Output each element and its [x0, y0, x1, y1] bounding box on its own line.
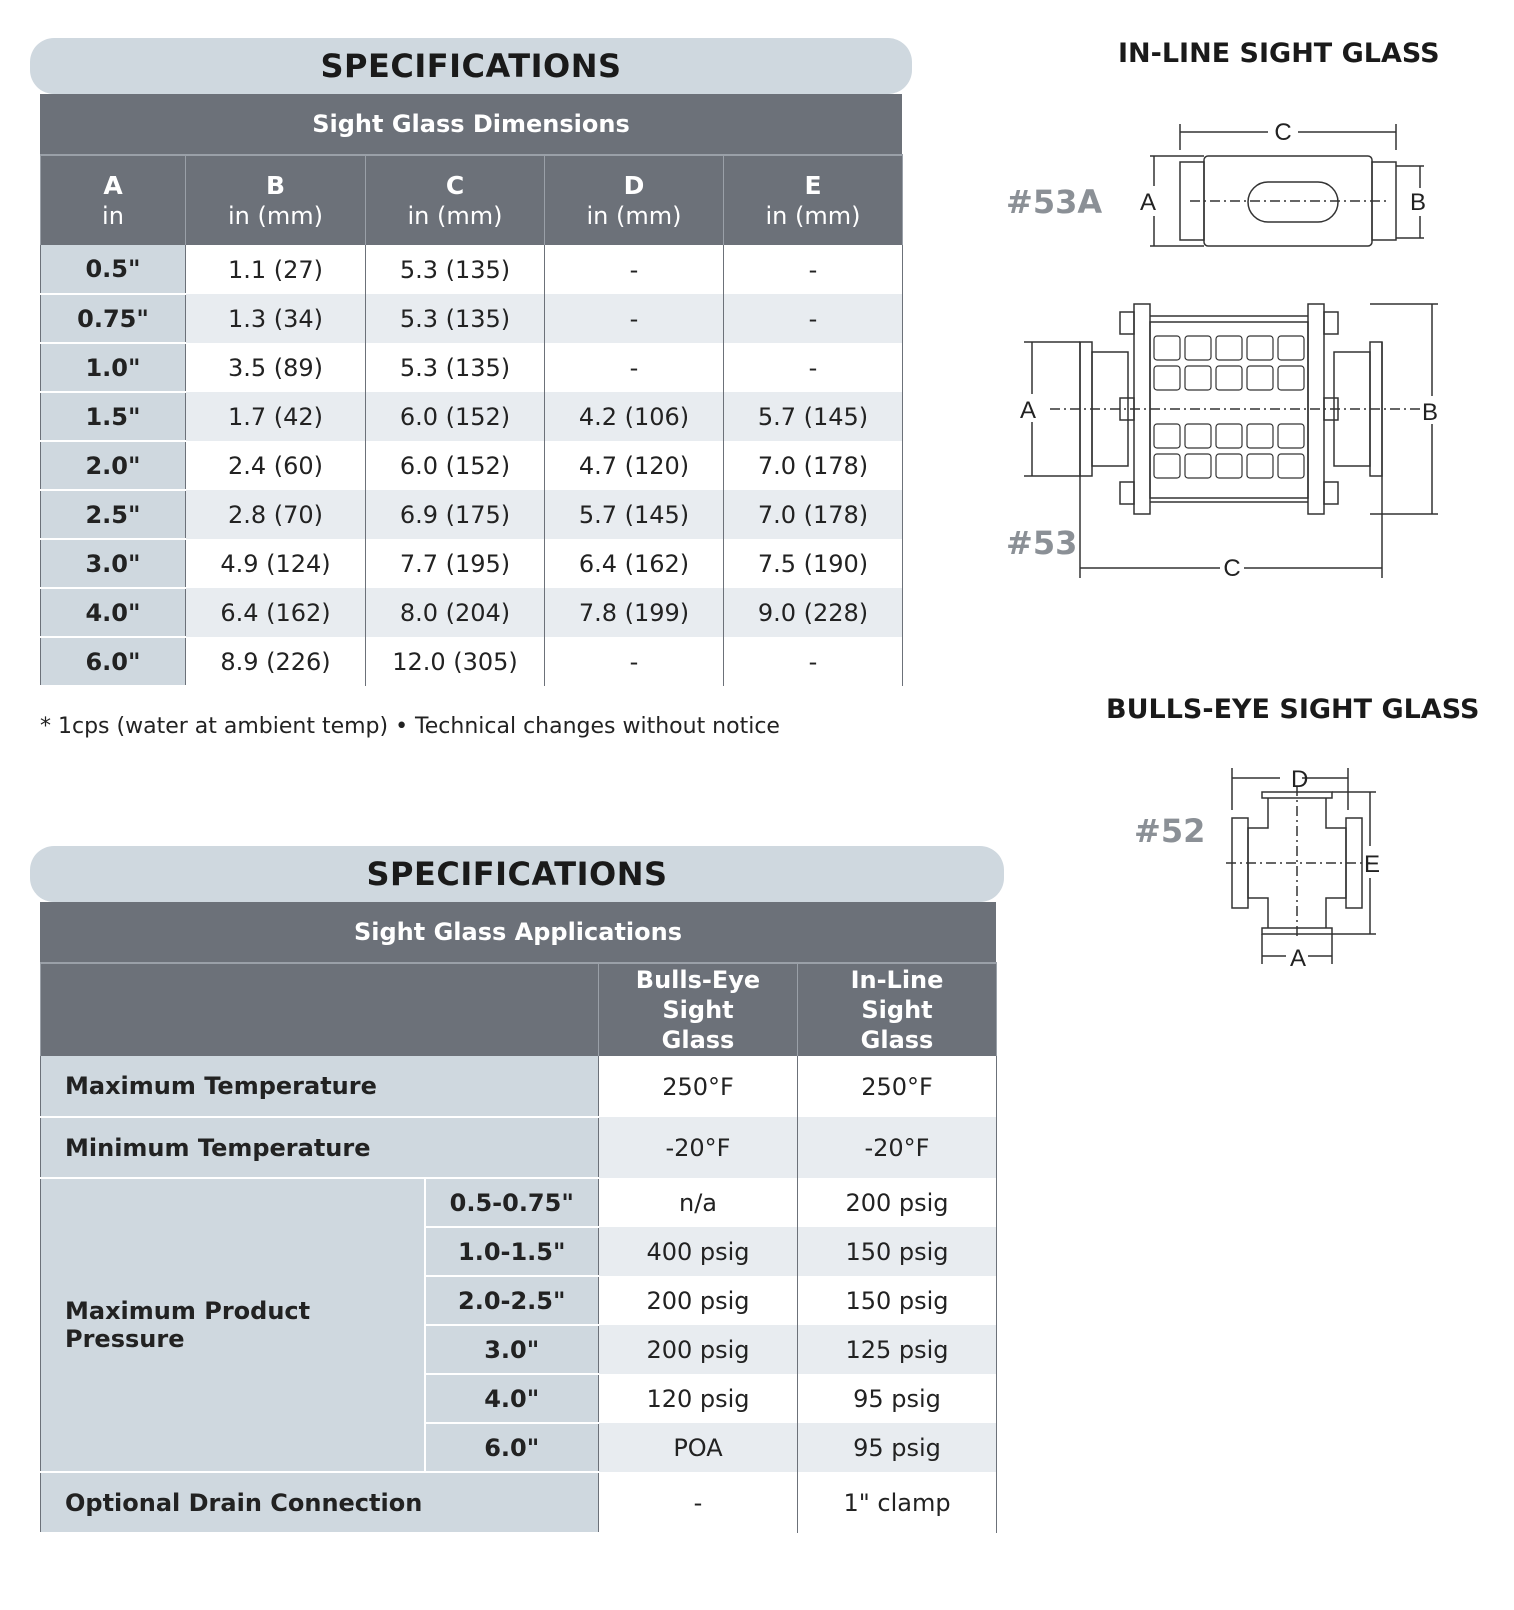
table-row — [41, 1472, 997, 1533]
cell-bullseye: 200 psig — [599, 1325, 798, 1374]
cell-inline: 150 psig — [798, 1227, 997, 1276]
row-label-max-pressure: Maximum Product Pressure — [41, 1178, 425, 1472]
dim-label-a: A — [1290, 945, 1307, 970]
dimensions-table — [40, 154, 903, 687]
col-header-b: B in (mm) — [186, 155, 366, 245]
cell-b: 2.4 (60) — [186, 441, 366, 490]
cell-inline: 125 psig — [798, 1325, 997, 1374]
cell-e: - — [724, 245, 903, 294]
cell-a: 1.0" — [41, 343, 186, 392]
table-row — [41, 539, 903, 588]
col-header-inline: In-Line Sight Glass — [798, 963, 997, 1056]
applications-header-row — [41, 963, 997, 1056]
col-header-bullseye: Bulls-Eye Sight Glass — [599, 963, 798, 1056]
dim-label-c: C — [1274, 120, 1292, 146]
dim-label-d: D — [1291, 766, 1309, 793]
col-header-c: C in (mm) — [366, 155, 545, 245]
cell-c: 8.0 (204) — [366, 588, 545, 637]
cell-bullseye: - — [599, 1472, 798, 1533]
inline-sight-glass-53-drawing — [1010, 296, 1480, 596]
dimensions-banner: SPECIFICATIONS — [30, 38, 912, 94]
cell-c: 5.3 (135) — [366, 294, 545, 343]
cell-a: 1.5" — [41, 392, 186, 441]
inline-sight-glass-53a-drawing — [1130, 120, 1440, 260]
model-53-label: #53 — [1006, 524, 1078, 562]
footnote: * 1cps (water at ambient temp) • Technical changes without notice — [40, 714, 780, 739]
table-row — [41, 1178, 997, 1227]
cell-a: 2.0" — [41, 441, 186, 490]
dim-label-b: B — [1422, 399, 1439, 426]
cell-c: 7.7 (195) — [366, 539, 545, 588]
table-row — [41, 637, 903, 686]
cell-d: 7.8 (199) — [545, 588, 724, 637]
dim-label-e: E — [1364, 851, 1381, 878]
model-53a-label: #53A — [1006, 183, 1103, 221]
cell-bullseye: 400 psig — [599, 1227, 798, 1276]
table-row — [41, 1117, 997, 1178]
cell-e: 7.5 (190) — [724, 539, 903, 588]
dimensions-header-row — [41, 155, 903, 245]
cell-b: 2.8 (70) — [186, 490, 366, 539]
cell-a: 0.75" — [41, 294, 186, 343]
row-label-drain: Optional Drain Connection — [41, 1472, 599, 1533]
cell-a: 3.0" — [41, 539, 186, 588]
cell-inline: 250°F — [798, 1056, 997, 1117]
cell-bullseye: 120 psig — [599, 1374, 798, 1423]
cell-size: 6.0" — [425, 1423, 599, 1472]
applications-table-title: Sight Glass Applications — [40, 902, 996, 962]
col-header-e: E in (mm) — [724, 155, 903, 245]
dim-label-b: B — [1410, 189, 1427, 216]
cell-inline: 150 psig — [798, 1276, 997, 1325]
cell-size: 2.0-2.5" — [425, 1276, 599, 1325]
cell-d: - — [545, 637, 724, 686]
table-row — [41, 294, 903, 343]
cell-bullseye: 250°F — [599, 1056, 798, 1117]
cell-e: 9.0 (228) — [724, 588, 903, 637]
cell-c: 6.9 (175) — [366, 490, 545, 539]
cell-a: 2.5" — [41, 490, 186, 539]
cell-c: 6.0 (152) — [366, 392, 545, 441]
dimensions-table-title: Sight Glass Dimensions — [40, 94, 902, 154]
table-row — [41, 343, 903, 392]
cell-size: 4.0" — [425, 1374, 599, 1423]
cell-e: - — [724, 294, 903, 343]
cell-bullseye: -20°F — [599, 1117, 798, 1178]
cell-b: 1.1 (27) — [186, 245, 366, 294]
cell-c: 5.3 (135) — [366, 245, 545, 294]
cell-a: 0.5" — [41, 245, 186, 294]
col-header-d: D in (mm) — [545, 155, 724, 245]
table-row — [41, 245, 903, 294]
table-row — [41, 441, 903, 490]
cell-b: 1.3 (34) — [186, 294, 366, 343]
cell-b: 6.4 (162) — [186, 588, 366, 637]
table-row — [41, 490, 903, 539]
cell-bullseye: 200 psig — [599, 1276, 798, 1325]
col-header-a: A in — [41, 155, 186, 245]
cell-b: 4.9 (124) — [186, 539, 366, 588]
dim-label-c: C — [1223, 555, 1241, 582]
cell-c: 12.0 (305) — [366, 637, 545, 686]
dim-label-a: A — [1140, 189, 1157, 216]
cell-size: 1.0-1.5" — [425, 1227, 599, 1276]
cell-a: 6.0" — [41, 637, 186, 686]
cell-d: 4.7 (120) — [545, 441, 724, 490]
cell-d: 4.2 (106) — [545, 392, 724, 441]
cell-c: 5.3 (135) — [366, 343, 545, 392]
cell-d: - — [545, 294, 724, 343]
table-row — [41, 1056, 997, 1117]
cell-inline: 95 psig — [798, 1374, 997, 1423]
cell-b: 3.5 (89) — [186, 343, 366, 392]
cell-b: 8.9 (226) — [186, 637, 366, 686]
cell-e: - — [724, 637, 903, 686]
cell-b: 1.7 (42) — [186, 392, 366, 441]
cell-inline: 200 psig — [798, 1178, 997, 1227]
inline-sight-glass-title: IN-LINE SIGHT GLASS — [1118, 38, 1440, 69]
cell-inline: 95 psig — [798, 1423, 997, 1472]
cell-size: 3.0" — [425, 1325, 599, 1374]
cell-e: - — [724, 343, 903, 392]
bullseye-sight-glass-title: BULLS-EYE SIGHT GLASS — [1106, 694, 1480, 725]
row-label-min-temp: Minimum Temperature — [41, 1117, 599, 1178]
cell-d: - — [545, 343, 724, 392]
table-row — [41, 392, 903, 441]
cell-d: - — [545, 245, 724, 294]
applications-banner: SPECIFICATIONS — [30, 846, 1004, 902]
cell-bullseye: POA — [599, 1423, 798, 1472]
applications-table — [40, 962, 997, 1534]
cell-e: 5.7 (145) — [724, 392, 903, 441]
cell-bullseye: n/a — [599, 1178, 798, 1227]
col-header-blank — [41, 963, 599, 1056]
bullseye-sight-glass-52-drawing — [1220, 760, 1390, 970]
dim-label-a: A — [1020, 397, 1037, 424]
table-row — [41, 588, 903, 637]
cell-inline: 1" clamp — [798, 1472, 997, 1533]
model-52-label: #52 — [1134, 812, 1206, 850]
cell-size: 0.5-0.75" — [425, 1178, 599, 1227]
cell-inline: -20°F — [798, 1117, 997, 1178]
cell-e: 7.0 (178) — [724, 490, 903, 539]
cell-e: 7.0 (178) — [724, 441, 903, 490]
cell-a: 4.0" — [41, 588, 186, 637]
row-label-max-temp: Maximum Temperature — [41, 1056, 599, 1117]
cell-d: 5.7 (145) — [545, 490, 724, 539]
cell-c: 6.0 (152) — [366, 441, 545, 490]
cell-d: 6.4 (162) — [545, 539, 724, 588]
